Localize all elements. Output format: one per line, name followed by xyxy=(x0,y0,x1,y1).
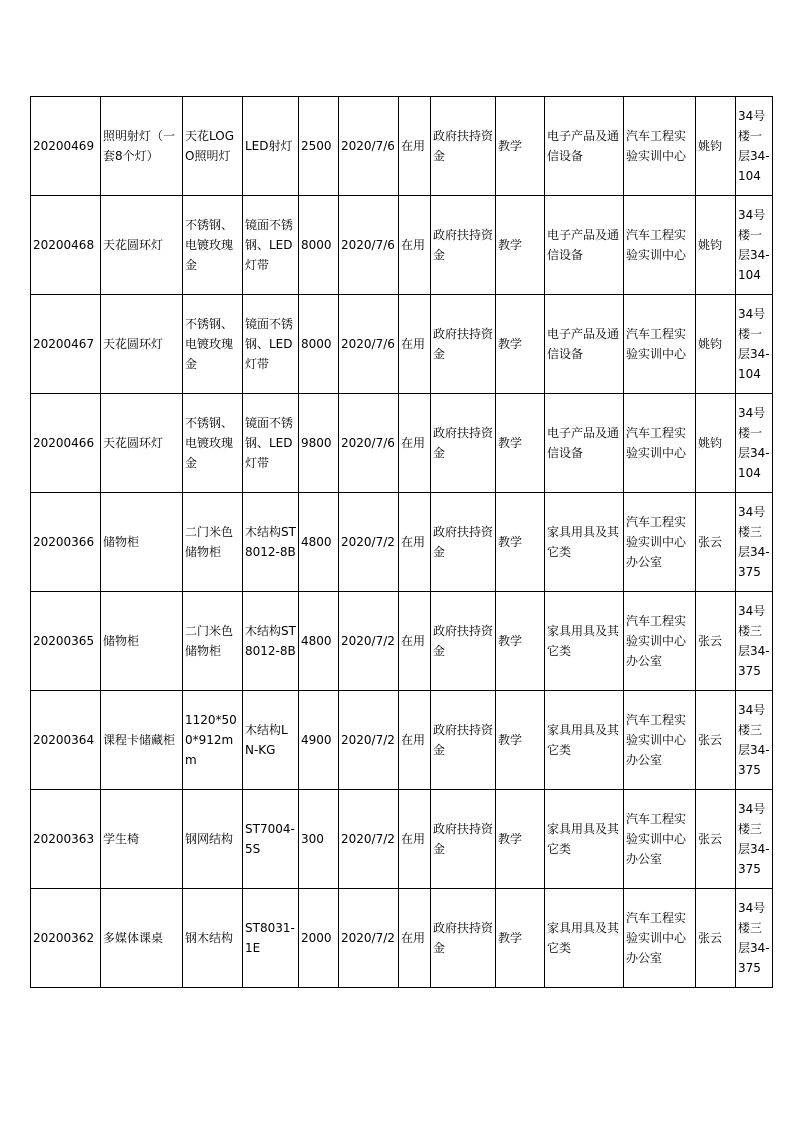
cell-model: 镜面不锈钢、LED灯带 xyxy=(243,196,299,295)
cell-location: 34号楼三层34-375 xyxy=(736,790,773,889)
cell-model: 镜面不锈钢、LED灯带 xyxy=(243,394,299,493)
cell-keeper: 姚钧 xyxy=(696,394,736,493)
cell-spec: 不锈钢、电镀玫瑰金 xyxy=(183,394,243,493)
cell-keeper: 张云 xyxy=(696,889,736,988)
cell-status: 在用 xyxy=(399,394,431,493)
cell-model: ST7004-5S xyxy=(243,790,299,889)
cell-model: 木结构LN-KG xyxy=(243,691,299,790)
cell-category: 电子产品及通信设备 xyxy=(545,97,624,196)
cell-name: 天花圆环灯 xyxy=(101,295,183,394)
cell-usage: 教学 xyxy=(496,691,545,790)
cell-keeper: 姚钧 xyxy=(696,97,736,196)
cell-keeper: 张云 xyxy=(696,691,736,790)
cell-id: 20200468 xyxy=(31,196,101,295)
cell-funding: 政府扶持资金 xyxy=(431,196,496,295)
cell-usage: 教学 xyxy=(496,889,545,988)
cell-spec: 不锈钢、电镀玫瑰金 xyxy=(183,196,243,295)
cell-model: 木结构ST8012-8B xyxy=(243,592,299,691)
cell-date: 2020/7/2 xyxy=(339,493,399,592)
cell-department: 汽车工程实验实训中心 xyxy=(624,295,696,394)
cell-location: 34号楼三层34-375 xyxy=(736,691,773,790)
cell-spec: 天花LOGO照明灯 xyxy=(183,97,243,196)
cell-id: 20200363 xyxy=(31,790,101,889)
cell-funding: 政府扶持资金 xyxy=(431,889,496,988)
table-row xyxy=(31,592,773,691)
cell-price: 4900 xyxy=(299,691,339,790)
cell-name: 储物柜 xyxy=(101,592,183,691)
cell-department: 汽车工程实验实训中心 xyxy=(624,394,696,493)
table-row xyxy=(31,790,773,889)
cell-spec: 不锈钢、电镀玫瑰金 xyxy=(183,295,243,394)
cell-location: 34号楼三层34-375 xyxy=(736,889,773,988)
cell-price: 300 xyxy=(299,790,339,889)
cell-price: 2500 xyxy=(299,97,339,196)
cell-usage: 教学 xyxy=(496,790,545,889)
cell-department: 汽车工程实验实训中心 xyxy=(624,97,696,196)
cell-id: 20200366 xyxy=(31,493,101,592)
cell-category: 电子产品及通信设备 xyxy=(545,196,624,295)
cell-usage: 教学 xyxy=(496,394,545,493)
cell-keeper: 姚钧 xyxy=(696,196,736,295)
cell-department: 汽车工程实验实训中心办公室 xyxy=(624,592,696,691)
cell-category: 电子产品及通信设备 xyxy=(545,295,624,394)
cell-name: 天花圆环灯 xyxy=(101,196,183,295)
table-row xyxy=(31,691,773,790)
table-row xyxy=(31,196,773,295)
cell-date: 2020/7/6 xyxy=(339,394,399,493)
cell-price: 4800 xyxy=(299,493,339,592)
cell-status: 在用 xyxy=(399,196,431,295)
cell-location: 34号楼一层34-104 xyxy=(736,295,773,394)
cell-usage: 教学 xyxy=(496,592,545,691)
cell-status: 在用 xyxy=(399,295,431,394)
cell-date: 2020/7/2 xyxy=(339,592,399,691)
cell-name: 学生椅 xyxy=(101,790,183,889)
cell-name: 多媒体课桌 xyxy=(101,889,183,988)
cell-id: 20200362 xyxy=(31,889,101,988)
cell-location: 34号楼一层34-104 xyxy=(736,394,773,493)
cell-funding: 政府扶持资金 xyxy=(431,97,496,196)
cell-category: 家具用具及其它类 xyxy=(545,889,624,988)
cell-name: 储物柜 xyxy=(101,493,183,592)
cell-spec: 钢网结构 xyxy=(183,790,243,889)
table-row xyxy=(31,97,773,196)
cell-spec: 二门米色储物柜 xyxy=(183,493,243,592)
cell-model: 木结构ST8012-8B xyxy=(243,493,299,592)
cell-location: 34号楼三层34-375 xyxy=(736,493,773,592)
cell-funding: 政府扶持资金 xyxy=(431,295,496,394)
cell-date: 2020/7/2 xyxy=(339,691,399,790)
cell-usage: 教学 xyxy=(496,196,545,295)
table-row xyxy=(31,394,773,493)
cell-status: 在用 xyxy=(399,592,431,691)
cell-status: 在用 xyxy=(399,790,431,889)
cell-spec: 1120*500*912mm xyxy=(183,691,243,790)
cell-id: 20200469 xyxy=(31,97,101,196)
cell-keeper: 张云 xyxy=(696,790,736,889)
cell-department: 汽车工程实验实训中心办公室 xyxy=(624,691,696,790)
table-row xyxy=(31,493,773,592)
cell-keeper: 张云 xyxy=(696,592,736,691)
cell-status: 在用 xyxy=(399,889,431,988)
cell-location: 34号楼一层34-104 xyxy=(736,97,773,196)
cell-usage: 教学 xyxy=(496,295,545,394)
cell-status: 在用 xyxy=(399,97,431,196)
cell-spec: 二门米色储物柜 xyxy=(183,592,243,691)
cell-usage: 教学 xyxy=(496,493,545,592)
cell-date: 2020/7/2 xyxy=(339,790,399,889)
cell-price: 4800 xyxy=(299,592,339,691)
cell-funding: 政府扶持资金 xyxy=(431,592,496,691)
cell-price: 8000 xyxy=(299,196,339,295)
cell-funding: 政府扶持资金 xyxy=(431,790,496,889)
cell-department: 汽车工程实验实训中心办公室 xyxy=(624,493,696,592)
cell-funding: 政府扶持资金 xyxy=(431,691,496,790)
cell-date: 2020/7/6 xyxy=(339,295,399,394)
cell-spec: 钢木结构 xyxy=(183,889,243,988)
cell-category: 家具用具及其它类 xyxy=(545,691,624,790)
cell-id: 20200365 xyxy=(31,592,101,691)
cell-date: 2020/7/2 xyxy=(339,889,399,988)
cell-name: 天花圆环灯 xyxy=(101,394,183,493)
cell-category: 家具用具及其它类 xyxy=(545,493,624,592)
table-row xyxy=(31,889,773,988)
table-body xyxy=(31,97,773,988)
cell-funding: 政府扶持资金 xyxy=(431,493,496,592)
cell-department: 汽车工程实验实训中心办公室 xyxy=(624,889,696,988)
cell-keeper: 张云 xyxy=(696,493,736,592)
cell-location: 34号楼三层34-375 xyxy=(736,592,773,691)
cell-model: LED射灯 xyxy=(243,97,299,196)
cell-price: 9800 xyxy=(299,394,339,493)
cell-price: 8000 xyxy=(299,295,339,394)
cell-department: 汽车工程实验实训中心办公室 xyxy=(624,790,696,889)
cell-category: 电子产品及通信设备 xyxy=(545,394,624,493)
cell-name: 课程卡储藏柜 xyxy=(101,691,183,790)
cell-category: 家具用具及其它类 xyxy=(545,790,624,889)
cell-date: 2020/7/6 xyxy=(339,97,399,196)
cell-status: 在用 xyxy=(399,691,431,790)
asset-table xyxy=(30,96,773,988)
cell-keeper: 姚钧 xyxy=(696,295,736,394)
cell-date: 2020/7/6 xyxy=(339,196,399,295)
cell-funding: 政府扶持资金 xyxy=(431,394,496,493)
cell-name: 照明射灯（一套8个灯） xyxy=(101,97,183,196)
cell-department: 汽车工程实验实训中心 xyxy=(624,196,696,295)
cell-id: 20200466 xyxy=(31,394,101,493)
table-row xyxy=(31,295,773,394)
cell-usage: 教学 xyxy=(496,97,545,196)
cell-model: 镜面不锈钢、LED灯带 xyxy=(243,295,299,394)
cell-category: 家具用具及其它类 xyxy=(545,592,624,691)
cell-price: 2000 xyxy=(299,889,339,988)
cell-location: 34号楼一层34-104 xyxy=(736,196,773,295)
cell-status: 在用 xyxy=(399,493,431,592)
cell-id: 20200467 xyxy=(31,295,101,394)
cell-model: ST8031-1E xyxy=(243,889,299,988)
cell-id: 20200364 xyxy=(31,691,101,790)
